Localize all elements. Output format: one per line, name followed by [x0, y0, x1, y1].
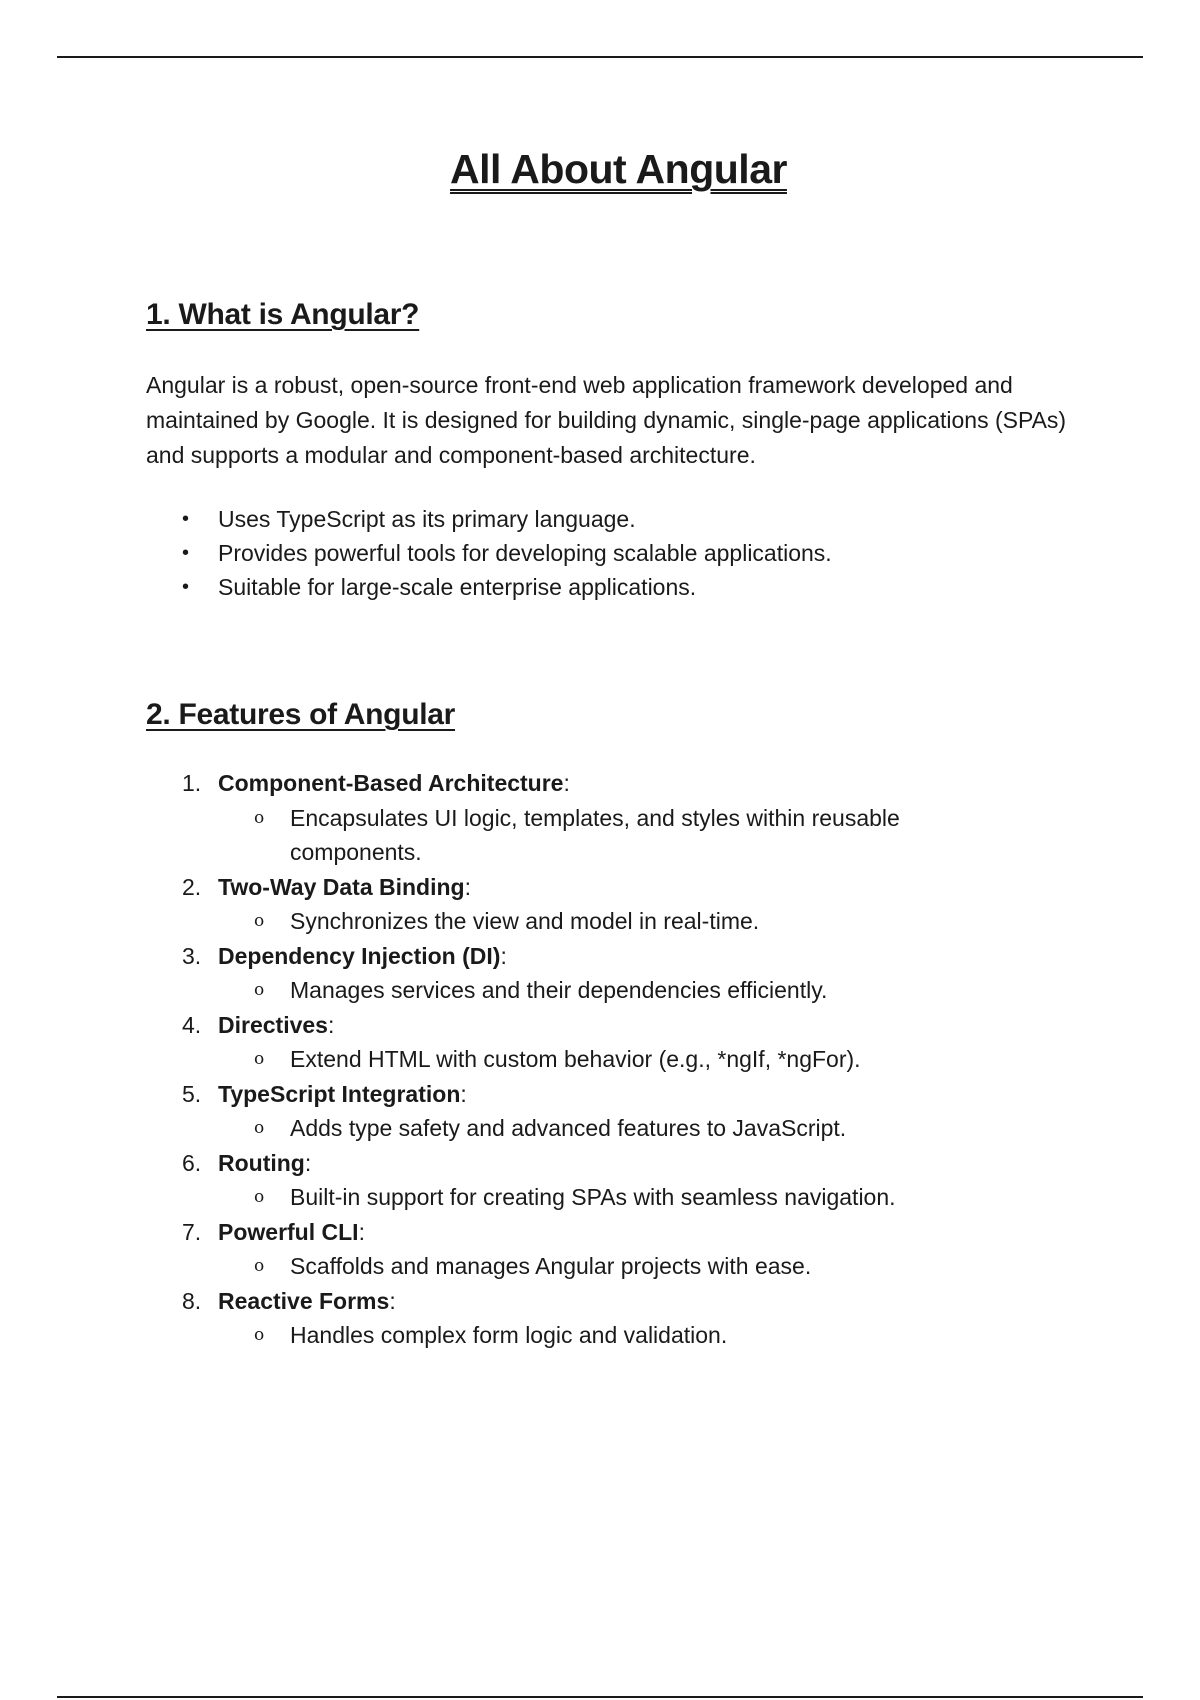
- list-item-text: Uses TypeScript as its primary language.: [218, 506, 636, 532]
- footer-rule: [57, 1696, 1143, 1698]
- feature-name: TypeScript Integration: [218, 1080, 461, 1107]
- feature-name: Component-Based Architecture: [218, 770, 564, 796]
- feature-detail: [218, 1042, 1000, 1077]
- feature-detail-list: [218, 1318, 1000, 1353]
- feature-name: Two-Way Data Binding: [218, 873, 465, 900]
- feature-separator: :: [327, 1011, 335, 1038]
- feature-item: [146, 1077, 1000, 1146]
- feature-detail-list: [218, 1249, 1000, 1284]
- list-item-text: Provides powerful tools for developing scalable applications.: [218, 540, 832, 566]
- document-title: [146, 146, 1091, 193]
- feature-separator: :: [358, 1218, 365, 1245]
- list-item: [146, 570, 832, 604]
- feature-detail-list: [218, 1042, 1000, 1077]
- circle-bullet-icon: o: [254, 1049, 265, 1069]
- feature-number: 1.: [182, 770, 202, 796]
- feature-detail-text: Manages services and their dependencies efficiently.: [290, 977, 828, 1003]
- feature-number: 8.: [182, 1287, 202, 1314]
- feature-detail: [218, 801, 1000, 870]
- feature-item: [146, 870, 1000, 939]
- feature-name: Directives: [218, 1011, 328, 1038]
- feature-detail-text: Synchronizes the view and model in real-time.: [290, 908, 760, 934]
- feature-detail: [218, 904, 1000, 939]
- feature-separator: :: [460, 1080, 467, 1107]
- list-item: [146, 502, 832, 536]
- feature-detail-text: Built-in support for creating SPAs with seamless navigation.: [290, 1184, 896, 1210]
- feature-detail-list: [218, 801, 1000, 870]
- features-list: [146, 766, 1000, 1353]
- feature-detail-text: Encapsulates UI logic, templates, and styles within reusable components.: [290, 804, 900, 865]
- feature-detail: [218, 1111, 1000, 1146]
- section-heading-features: 2. Features of Angular: [146, 698, 456, 731]
- circle-bullet-icon: o: [254, 1187, 265, 1207]
- list-item: [146, 536, 832, 570]
- feature-separator: :: [304, 1149, 312, 1176]
- circle-bullet-icon: o: [254, 807, 265, 828]
- header-rule: [57, 56, 1143, 58]
- feature-item: [146, 939, 1000, 1008]
- feature-name: Dependency Injection (DI): [218, 942, 501, 969]
- feature-detail-text: Adds type safety and advanced features to JavaScript.: [290, 1115, 847, 1141]
- feature-detail-list: [218, 973, 1000, 1008]
- feature-number: 3.: [182, 942, 202, 969]
- feature-detail: [218, 1318, 1000, 1353]
- feature-detail-list: [218, 904, 1000, 939]
- section-heading-what-is-angular: 1. What is Angular?: [146, 298, 420, 331]
- feature-number: 7.: [182, 1218, 202, 1245]
- feature-separator: :: [389, 1287, 396, 1314]
- feature-item: [146, 1008, 1000, 1077]
- feature-detail-text: Handles complex form logic and validation.: [290, 1322, 728, 1348]
- feature-detail: [218, 1180, 1000, 1215]
- circle-bullet-icon: o: [254, 1256, 265, 1276]
- feature-number: 4.: [182, 1011, 202, 1038]
- bullet-icon: •: [182, 542, 190, 564]
- feature-item: [146, 766, 1000, 870]
- circle-bullet-icon: o: [254, 911, 265, 931]
- feature-detail: [218, 973, 1000, 1008]
- feature-detail: [218, 1249, 1000, 1284]
- feature-item: [146, 1284, 1000, 1353]
- feature-detail-list: [218, 1180, 1000, 1215]
- bullet-list: [146, 502, 832, 604]
- feature-name: Reactive Forms: [218, 1287, 390, 1314]
- bullet-icon: •: [182, 576, 190, 598]
- feature-separator: :: [500, 942, 507, 969]
- feature-name: Routing: [218, 1149, 305, 1176]
- feature-detail-text: Extend HTML with custom behavior (e.g., *ngIf, *ngFor).: [290, 1046, 861, 1072]
- circle-bullet-icon: o: [254, 1325, 265, 1345]
- feature-detail-list: [218, 1111, 1000, 1146]
- feature-separator: :: [563, 770, 570, 796]
- document-title-text: All About Angular: [450, 146, 787, 192]
- feature-detail-text: Scaffolds and manages Angular projects with ease.: [290, 1253, 812, 1279]
- feature-number: 2.: [182, 873, 202, 900]
- feature-number: 5.: [182, 1080, 202, 1107]
- circle-bullet-icon: o: [254, 980, 265, 1000]
- circle-bullet-icon: o: [254, 1118, 265, 1138]
- feature-separator: :: [464, 873, 471, 900]
- feature-item: [146, 1215, 1000, 1284]
- feature-item: [146, 1146, 1000, 1215]
- bullet-icon: •: [182, 508, 190, 530]
- feature-name: Powerful CLI: [218, 1218, 359, 1245]
- intro-paragraph: Angular is a robust, open-source front-end web application framework developed and maintained by Google. It is designed for building dynamic, single-page applications (SPAs) and supports a modular and component-based architecture.: [146, 372, 1067, 468]
- list-item-text: Suitable for large-scale enterprise applications.: [218, 574, 697, 600]
- feature-number: 6.: [182, 1149, 202, 1176]
